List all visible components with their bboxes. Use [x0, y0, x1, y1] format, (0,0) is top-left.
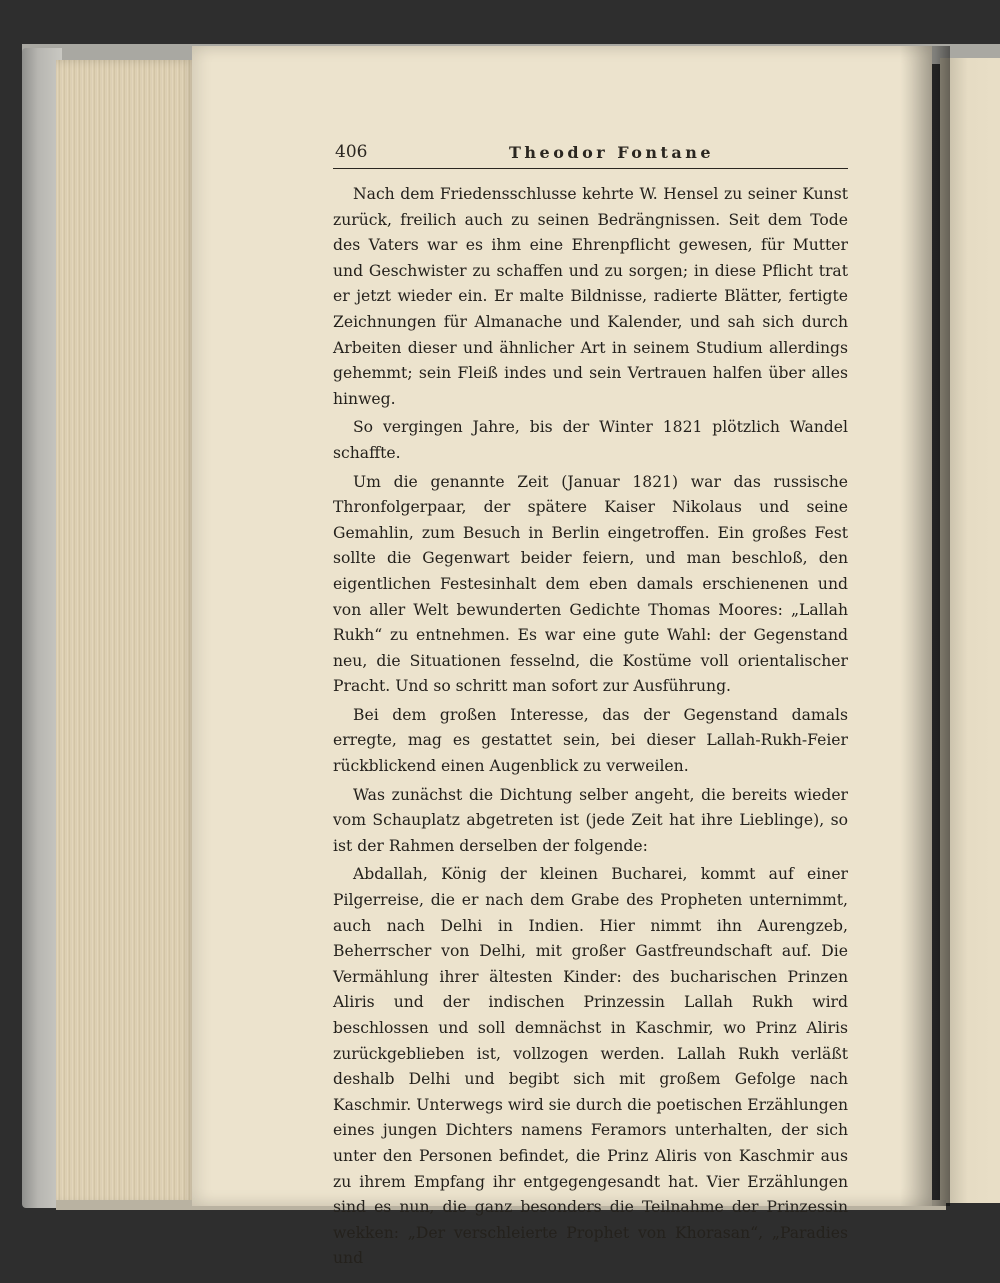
paragraph: Nach dem Friedensschlusse kehrte W. Hensel zu seiner Kunst zurück, freilich auch zu seinen Bedrängnissen. Seit dem Tode des Vaters war es ihm eine Ehrenpflicht gewesen, für Mutter und Geschwister zu schaffen und zu sorgen; in diese Pflicht trat er jetzt wieder ein. Er malte Bildnisse, radierte Blätter, fertigte Zeichnungen für Almanache und Kalender, und sah sich durch Arbeiten dieser und ähnlicher Art in seinem Studium allerdings gehemmt; sein Fleiß indes und sein Vertrauen halfen über alles hinweg.	[333, 185, 848, 408]
page-header	[333, 138, 848, 169]
page-number: 406	[335, 142, 368, 162]
paragraph: So vergingen Jahre, bis der Winter 1821 plötzlich Wandel schaffte.	[333, 418, 848, 462]
page-edges	[56, 60, 196, 1205]
paragraph: Bei dem großen Interesse, das der Gegenstand damals erregte, mag es gestattet sein, bei dieser Lallah-Rukh-Feier rückblickend einen Augenblick zu verweilen.	[333, 705, 848, 776]
body-text	[333, 182, 848, 1272]
paragraph: Abdallah, König der kleinen Bucharei, kommt auf einer Pilgerreise, die er nach dem Grabe des Propheten unternimmt, auch nach Delhi in Indien. Hier nimmt ihn Aurengzeb, Beherrscher von Delhi, mit großer Gastfreundschaft auf. Die Vermählung ihrer ältesten Kinder: des bucharischen Prinzen Aliris und der indischen Prinzessin Lallah Rukh wird beschlossen und soll demnächst in Kaschmir, wo Prinz Aliris zurückgeblieben ist, vollzogen werden. Lallah Rukh verläßt deshalb Delhi und begibt sich mit großem Gefolge nach Kaschmir. Unterwegs wird sie durch die poetischen Erzählungen eines jungen Dichters namens Feramors unterhalten, der sich unter den Personen befindet, die Prinz Aliris von Kaschmir aus zu ihrem Empfang ihr entgegengesandt hat. Vier Erzählungen sind es nun, die ganz besonders die Teilnahme der Prinzessin wekken: „Der verschleierte Prophet von Khorasan“, „Paradies und	[333, 865, 848, 1268]
gutter-shadow	[900, 46, 950, 1206]
paragraph: Was zunächst die Dichtung selber angeht, die bereits wieder vom Schauplatz abgetreten ist (jede Zeit hat ihre Lieblinge), so ist der Rahmen derselben der folgende:	[333, 785, 848, 855]
running-title: Theodor Fontane	[509, 143, 715, 162]
paragraph: Um die genannte Zeit (Januar 1821) war das russische Thronfolgerpaar, der spätere Kaiser Nikolaus und seine Gemahlin, zum Besuch in Berlin eingetroffen. Ein großes Fest sollte die Gegenwart beider feiern, und man beschloß, den eigentlichen Festesinhalt dem eben damals erschienenen und von aller Welt bewunderten Gedichte Thomas Moores: „Lallah Rukh“ zu entnehmen. Es war eine gute Wahl: der Gegenstand neu, die Situationen fesselnd, die Kostüme voll orientalischer Pracht. Und so schritt man sofort zur Ausführung.	[333, 472, 848, 696]
